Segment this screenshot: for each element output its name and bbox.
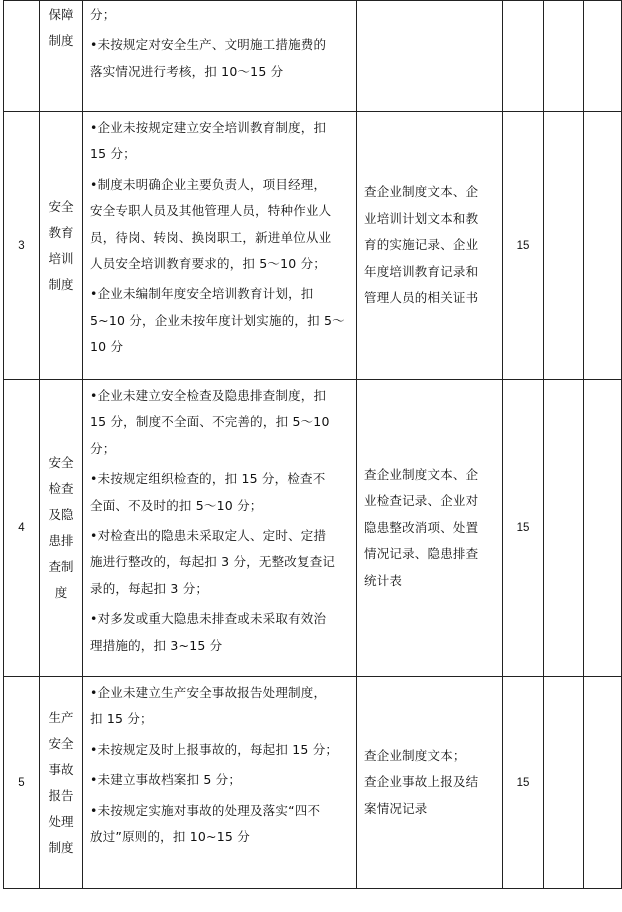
empty-cell	[584, 380, 622, 677]
score-value: 15	[503, 112, 544, 380]
row-number: 3	[4, 112, 40, 380]
criteria-line: •企业未建立安全检查及隐患排查制度，扣	[90, 388, 327, 403]
criteria-para	[90, 115, 348, 168]
criteria-line: 放过”原则的，扣 10~15 分	[90, 829, 250, 845]
method-line: 情况记录、隐患排查	[364, 546, 479, 562]
deduction-criteria	[83, 1, 357, 112]
empty-cell	[584, 1, 622, 112]
criteria-line: 15 分，制度不全面、不完善的，扣 5～10	[90, 414, 330, 430]
criteria-para	[90, 737, 348, 763]
empty-cell	[544, 380, 584, 677]
empty-cell	[584, 112, 622, 380]
empty-cell	[544, 1, 584, 112]
row-number	[4, 1, 40, 112]
check-method	[357, 112, 503, 380]
deduction-criteria	[83, 677, 357, 889]
criteria-para	[90, 466, 348, 519]
criteria-line: •未按规定及时上报事故的，每起扣 15 分；	[90, 741, 339, 757]
table-row	[4, 677, 622, 889]
item-name	[40, 380, 83, 677]
criteria-line: 10 分	[90, 339, 124, 355]
criteria-line: 录的，每起扣 3 分；	[90, 580, 209, 596]
method-line: 育的实施记录、企业	[364, 237, 479, 253]
criteria-line: 扣 15 分；	[90, 711, 153, 727]
method-line: 查企业制度文本、企	[364, 466, 479, 482]
criteria-para	[90, 523, 348, 602]
criteria-line: 5~10 分，企业未按年度计划实施的，扣 5～	[90, 312, 345, 328]
criteria-line: 员，待岗、转岗、换岗职工，新进单位从业	[90, 229, 332, 245]
evaluation-table	[3, 0, 622, 889]
criteria-para	[90, 798, 348, 851]
criteria-line: 落实情况进行考核，扣 10～15 分	[90, 63, 284, 79]
criteria-para	[90, 767, 348, 793]
item-name-text: 保障制度	[48, 7, 74, 48]
method-line: 查企业事故上报及结	[364, 774, 479, 790]
score-value: 15	[503, 677, 544, 889]
method-line: 年度培训教育记录和	[364, 263, 479, 279]
criteria-line: •未按规定组织检查的，扣 15 分，检查不	[90, 471, 326, 487]
score-value: 15	[503, 380, 544, 677]
empty-cell	[544, 677, 584, 889]
item-name	[40, 1, 83, 112]
method-line: 统计表	[364, 572, 403, 588]
method-line: 查企业制度文本；	[364, 747, 466, 763]
row-number: 4	[4, 380, 40, 677]
row-number: 5	[4, 677, 40, 889]
criteria-line: •对多发或重大隐患未排查或未采取有效治	[90, 611, 327, 627]
method-line: 业检查记录、企业对	[364, 493, 479, 509]
criteria-line: •企业未编制年度安全培训教育计划，扣	[90, 286, 314, 302]
score-value	[503, 1, 544, 112]
table-row	[4, 112, 622, 380]
criteria-line: •对检查出的隐患未采取定人、定时、定措	[90, 528, 327, 544]
criteria-line: •未按规定实施对事故的处理及落实“四不	[90, 802, 321, 818]
criteria-para	[90, 680, 348, 733]
criteria-para	[90, 172, 348, 278]
table-row	[4, 1, 622, 112]
deduction-criteria	[83, 380, 357, 677]
empty-cell	[584, 677, 622, 889]
item-name-text: 安全教育培训制度	[48, 198, 74, 292]
method-line: 业培训计划文本和教	[364, 210, 479, 226]
criteria-line: •企业未建立生产安全事故报告处理制度，	[90, 685, 327, 700]
item-name-text: 安全检查及隐患排查制度	[48, 455, 74, 600]
criteria-para	[90, 383, 348, 462]
item-name	[40, 112, 83, 380]
method-line: 隐患整改消项、处置	[364, 519, 479, 535]
method-line: 管理人员的相关证书	[364, 290, 479, 306]
criteria-line: 施进行整改的，每起扣 3 分，无整改复查记	[90, 554, 336, 570]
criteria-line: •未建立事故档案扣 5 分；	[90, 772, 242, 788]
criteria-para	[90, 32, 348, 85]
criteria-line: 理措施的，扣 3~15 分	[90, 637, 223, 653]
criteria-line: 人员安全培训教育要求的，扣 5～10 分；	[90, 256, 327, 272]
criteria-line: •企业未按规定建立安全培训教育制度，扣	[90, 120, 327, 135]
method-line: 案情况记录	[364, 800, 428, 816]
item-name	[40, 677, 83, 889]
empty-cell	[544, 112, 584, 380]
table-row	[4, 380, 622, 677]
deduction-criteria	[83, 112, 357, 380]
criteria-line: 安全专职人员及其他管理人员，特种作业人	[90, 203, 332, 219]
criteria-para	[90, 606, 348, 659]
criteria-line: •未按规定对安全生产、文明施工措施费的	[90, 37, 327, 53]
check-method	[357, 380, 503, 677]
criteria-line: 分；	[90, 440, 116, 456]
criteria-para	[90, 281, 348, 360]
check-method	[357, 1, 503, 112]
criteria-line: 15 分；	[90, 146, 136, 162]
check-method	[357, 677, 503, 889]
criteria-para	[90, 2, 348, 28]
criteria-line: •制度未明确企业主要负责人，项目经理，	[90, 176, 327, 192]
criteria-line: 分；	[90, 7, 116, 22]
criteria-line: 全面、不及时的扣 5～10 分；	[90, 497, 263, 513]
method-line: 查企业制度文本、企	[364, 184, 479, 200]
item-name-text: 生产安全事故报告处理制度	[48, 709, 74, 855]
